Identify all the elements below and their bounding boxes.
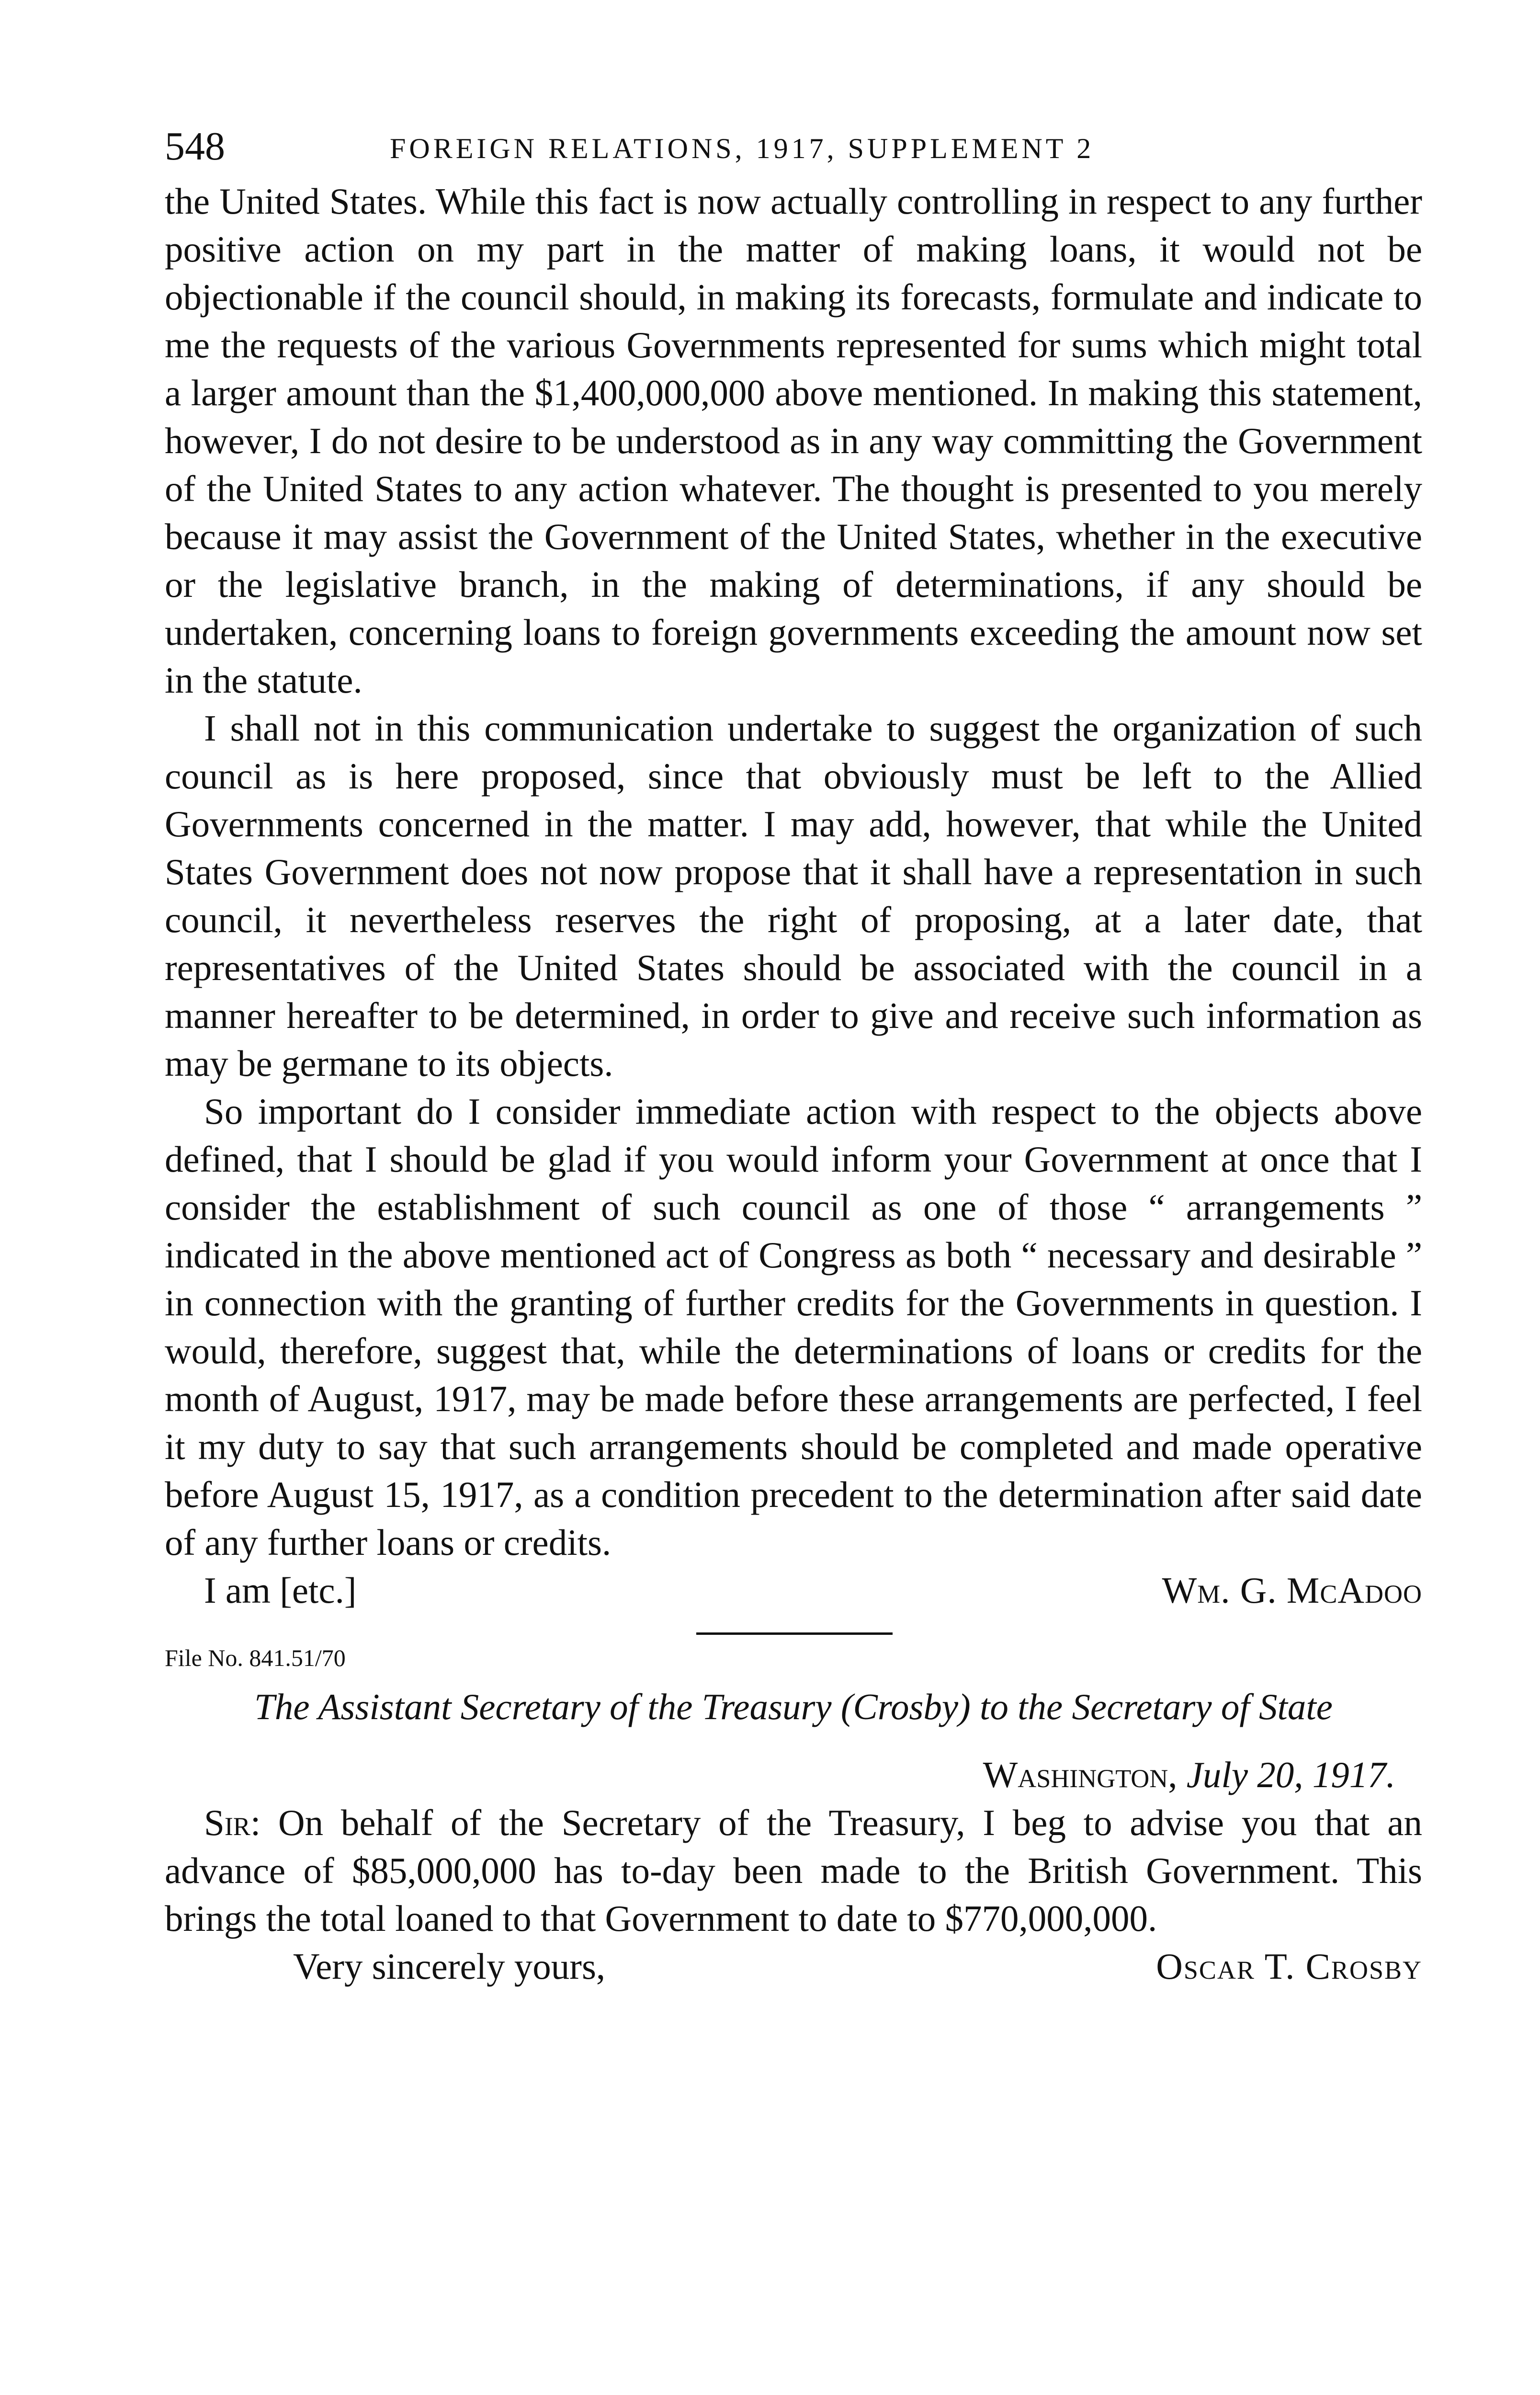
paragraph-advance-notice — [165, 1799, 1422, 1942]
document-heading: The Assistant Secretary of the Treasury (Crosby) to the Secretary of State — [254, 1686, 1333, 1727]
paragraph-council-organization: I shall not in this communication undertake to suggest the organization of such council as is here proposed, since that obviously must be left to the Allied Governments concerned in the matter. I may add, however, that while the United States Government does not now propose that it shall have a representation in such council, it nevertheless reserves the right of proposing, at a later date, that representatives of the United States should be associated with the council in a manner hereafter to be determined, in order to give and receive such information as may be germane to its objects. — [165, 707, 1422, 1084]
advance-notice-text: : On behalf of the Secretary of the Treasury, I beg to advise you that an advance of $85,000,000 has to-day been made to the British Government. This brings the total loaned to that Government to date to $770,000,000. — [165, 1802, 1422, 1939]
paragraph-continuation: the United States. While this fact is now actually controlling in respect to any further positive action on my part in the matter of making loans, it would not be objectionable if the council should, in making its forecasts, formulate and indicate to me the requests of the various Governments represented for sums which might total a larger amount than the $1,400,000,000 above mentioned. In making this statement, however, I do not desire to be understood as in any way committing the Government of the United States to any action whatever. The thought is presented to you merely because it may assist the Government of the United States, whether in the executive or the legislative branch, in the making of determinations, if any should be undertaken, concerning loans to foreign governments exceeding the amount now set in the statute. — [165, 181, 1422, 701]
letter-closing-crosby — [165, 1942, 1422, 1990]
file-number: File No. 841.51/70 — [165, 1644, 346, 1671]
document-page — [165, 123, 1422, 1990]
salutation: Sir — [204, 1802, 250, 1843]
running-title: FOREIGN RELATIONS, 1917, SUPPLEMENT 2 — [390, 133, 1095, 164]
signature-mcadoo: Wm. G. McAdoo — [1162, 1570, 1422, 1611]
dateline — [165, 1751, 1422, 1799]
section-divider — [696, 1632, 893, 1635]
signature-crosby: Oscar T. Crosby — [1156, 1946, 1422, 1987]
closing-phrase-crosby: Very sincerely yours, — [293, 1946, 606, 1987]
dateline-date: July 20, 1917. — [1186, 1754, 1395, 1795]
closing-phrase: I am [etc.] — [204, 1570, 357, 1611]
running-head — [165, 123, 1422, 175]
page-number: 548 — [165, 124, 225, 169]
paragraph-immediate-action: So important do I consider immediate action with respect to the objects above defined, that I should be glad if you would inform your Government at once that I consider the establishment of such council as one of those “ arrangements ” indicated in the above mentioned act of Congress as both “ necessary and desirable ” in connection with the granting of further credits for the Governments in question. I would, therefore, suggest that, while the determinations of loans or credits for the month of August, 1917, may be made before these arrangements are perfected, I feel it my duty to say that such arrangements should be completed and made operative before August 15, 1917, as a condition precedent to the determination after said date of any further loans or credits. — [165, 1091, 1422, 1563]
letter-closing — [165, 1566, 1422, 1614]
dateline-place: Washington, — [983, 1754, 1178, 1795]
